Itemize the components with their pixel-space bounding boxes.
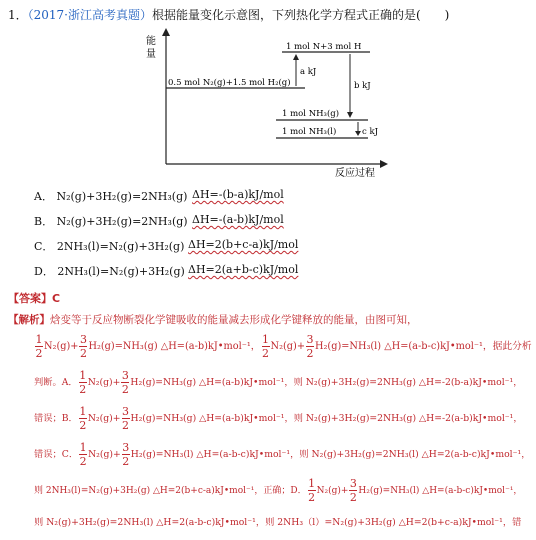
y-axis-label-top: 能 [146,36,156,47]
y-axis-label-bottom: 量 [146,49,156,60]
option-d-equation: 2NH₃(l)=N₂(g)+3H₂(g) [57,265,185,278]
option-d-letter: D． [34,265,54,278]
option-b[interactable] [34,213,188,229]
analysis-intro [8,312,418,327]
energy-diagram [140,28,390,178]
option-c-equation: 2NH₃(l)=N₂(g)+3H₂(g) [56,240,185,253]
analysis-line-5: 错误；C． $\frac{1}{2}$ N₂(g)+ $\frac{3}{2}$ H₂(g)=NH₃(l) △H=(a-b-c)kJ•mol⁻¹，则 N₂(g)+3H₂(g)=2NH₃(l) △H=2(a-b-c)kJ•mol⁻¹， [34,441,531,468]
option-b-dh: ΔH=-(a-b)kJ/mol [192,213,284,226]
answer-value: C [52,292,61,305]
level-top-label: 1 mol N+3 mol H [286,42,362,52]
option-b-letter: B． [34,215,54,228]
analysis-line-2: $\frac{1}{2}$ N₂(g)+ $\frac{3}{2}$ H₂(g)=NH₃(g) △H=(a-b)kJ•mol⁻¹， $\frac{1}{2}$ N₂(g)+ $\frac{3}{2}$ H₂(g)=NH₃(l) △H=(a-b-c)kJ•mol⁻¹，据此分析 [35,333,532,360]
answer [8,290,60,306]
option-c-letter: C． [34,240,54,253]
analysis-line-4: 错误；B． $\frac{1}{2}$ N₂(g)+ $\frac{3}{2}$ H₂(g)=NH₃(g) △H=(a-b)kJ•mol⁻¹，则 N₂(g)+3H₂(g)=2NH₃(g) △H=-2(a-b)kJ•mol⁻¹， [34,405,523,432]
option-a-dh: ΔH=-(b-a)kJ/mol [192,188,284,201]
option-a[interactable] [34,188,187,204]
level-reactants-label: 0.5 mol N₂(g)+1.5 mol H₂(g) [168,78,291,88]
option-b-equation: N₂(g)+3H₂(g)=2NH₃(g) [56,215,188,228]
analysis-intro-text: 焓变等于反应物断裂化学键吸收的能量减去形成化学键释放的能量，由图可知， [50,314,418,326]
question-stem: 根据能量变化示意图，下列热化学方程式正确的是( ) [152,8,450,22]
option-c[interactable] [34,238,184,254]
level-nh3-gas-label: 1 mol NH₃(g) [282,109,340,119]
option-d-dh: ΔH=2(a+b-c)kJ/mol [188,263,299,276]
arrow-a-label: a kJ [300,67,317,77]
question-number: 1． [8,8,28,22]
analysis-line-7: 则 N₂(g)+3H₂(g)=2NH₃(l) △H=2(a-b-c)kJ•mol⁻¹，则 2NH₃（l）=N₂(g)+3H₂(g) △H=2(b+c-a)kJ•mol⁻¹，错 [34,517,522,528]
option-d[interactable] [34,263,185,279]
option-a-equation: N₂(g)+3H₂(g)=2NH₃(g) [56,190,188,203]
analysis-line-6: 则 2NH₃(l)=N₂(g)+3H₂(g) △H=2(b+c-a)kJ•mol⁻¹，正确；D． $\frac{1}{2}$ N₂(g)+ $\frac{3}{2}$ H₂(g)=NH₃(l) △H=(a-b-c)kJ•mol⁻¹， [34,477,523,504]
question-header [8,6,449,23]
level-nh3-liquid-label: 1 mol NH₃(l) [282,127,337,137]
arrow-b-label: b kJ [354,81,371,91]
option-a-letter: A． [34,190,53,203]
answer-tag: 【答案】 [8,292,52,305]
analysis-line-3: 判断。A． $\frac{1}{2}$ N₂(g)+ $\frac{3}{2}$ H₂(g)=NH₃(g) △H=(a-b)kJ•mol⁻¹，则 N₂(g)+3H₂(g)=2NH₃(g) △H=-2(b-a)kJ•mol⁻¹， [34,369,523,396]
question-source: （2017·浙江高考真题） [27,8,152,22]
option-c-dh: ΔH=2(b+c-a)kJ/mol [188,238,299,251]
analysis-tag: 【解析】 [8,314,50,326]
arrow-c-label: c kJ [362,127,379,137]
x-axis-label: 反应过程 [335,168,375,178]
